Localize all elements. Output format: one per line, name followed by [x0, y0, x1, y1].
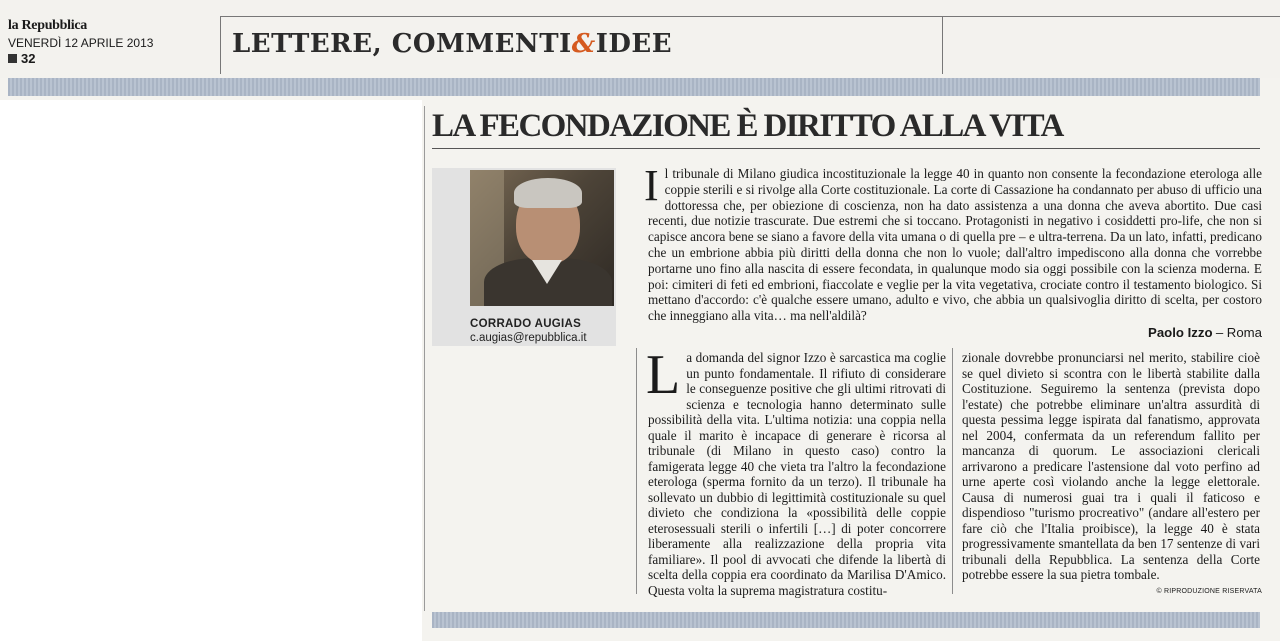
- letter-signature: [1040, 325, 1262, 341]
- header-divider-right: [942, 16, 943, 74]
- header-band: [8, 78, 1260, 96]
- header-rule: [220, 16, 1280, 17]
- author-email[interactable]: c.augias@repubblica.it: [470, 332, 587, 344]
- article-left-rule: [424, 106, 425, 611]
- article-headline: LA FECONDAZIONE È DIRITTO ALLA VITA: [432, 108, 1063, 144]
- reader-letter: [644, 161, 1262, 324]
- column-rule-middle: [952, 348, 953, 594]
- reply-dropcap: L: [646, 344, 681, 406]
- section-title-amp: &: [571, 29, 596, 59]
- masthead: [8, 18, 218, 66]
- signature-city: – Roma: [1215, 325, 1262, 340]
- letter-text: l tribunale di Milano giudica incostituzionale la legge 40 in quanto non consente la fecondazione eterologa alle coppie sterili e si rivolge alla Corte costituzionale. La corte di Cassazione ha condannato per abuso di ufficio una dottoressa che, per obiezione di coscienza, non ha dato assistenza a una donna che aveva abortito. Due casi recenti, due notizie trascurate. Due estremi che si toccano. Protagonisti in negativo i cosiddetti pro-life, che non si capisce ancora bene se siano a favore della vita umana o di quella pre – e ultra-terrena. Da un lato, infatti, predicano che un embrione abbia più diritti della donna che non lo vuole; dall'altro impediscono alla donna che vorrebbe portarne uno fino alla nascita di essere fecondata, in qualunque modo sia oggi possibile con la scienza moderna. E poi: cimiteri di feti ed embrioni, fiaccolate e veglie per la vita vegetativa, crociate contro il testamento biologico. Si mettano d'accordo: c'è qualche essere umano, adulto e vivo, che abbia un qualsivoglia diritto di scelta, per costoro che inneggiano alla vita… ma nell'aldilà?: [648, 166, 1262, 324]
- reply-column-1: [646, 344, 946, 598]
- copyright-notice: © RIPRODUZIONE RISERVATA: [1156, 588, 1262, 595]
- reply-col1-text: a domanda del signor Izzo è sarcastica ma coglie un punto fondamentale. Il rifiuto di considerare le conseguenze positive che gli ultimi ritrovati di scienza e tecnologia hanno determinato sulle possibilità della vita. L'ultima notizia: una coppia nella quale il marito è incapace di generare è ricorsa al tribunale (di Milano in questo caso) contro la famigerata legge 40 che vieta tra l'altro la fecondazione eterologa (sperma fornito da un terzo). Il tribunale ha sollevato un dubbio di legittimità costituzionale su quel divieto che condiziona la «possibilità delle coppie eterosessuali sterili o infertili […] di poter concorrere liberamente alla realizzazione della propria vita familiare». Il pool di avvocati che difende la libertà di scelta della coppia era coordinato da Marilisa D'Amico. Questa volta la suprema magistratura costitu-: [648, 350, 946, 598]
- column-rule-left: [636, 348, 637, 594]
- page-header: [0, 0, 1280, 78]
- bleed-through-text: [958, 18, 1280, 74]
- blank-area: [0, 100, 422, 641]
- newspaper-logo: la Repubblica: [8, 18, 87, 33]
- footer-band: [432, 612, 1260, 628]
- section-title-part2: IDEE: [595, 29, 673, 59]
- square-icon: [8, 54, 17, 63]
- signature-name: Paolo Izzo: [1148, 325, 1213, 340]
- headline-rule: [432, 148, 1260, 149]
- issue-date: VENERDÌ 12 APRILE 2013: [8, 36, 154, 50]
- section-title-part1: LETTERE, COMMENTI: [232, 29, 572, 59]
- header-divider-left: [220, 16, 221, 74]
- author-box: [432, 168, 616, 346]
- page-number-value: 32: [21, 51, 36, 66]
- reply-column-2: [962, 350, 1260, 583]
- author-name: CORRADO AUGIAS: [470, 318, 582, 330]
- section-title: [232, 29, 672, 59]
- letter-dropcap: I: [644, 161, 659, 210]
- page-number: [8, 51, 218, 66]
- reply-col2-text: zionale dovrebbe pronunciarsi nel merito, stabilire cioè se quel divieto si scontra con le libertà stabilite dalla Costituzione. Seguiremo la sentenza (prevista dopo l'estate) che potrebbe eliminare un'altra assurdità di questa pessima legge ispirata dal fanatismo, approvata nel 2004, confermata da un referendum fallito per mancanza di quorum. Le associazioni clericali arrivarono a predicare l'astensione dal voto perfino ad urne aperte così violando anche la legge elettorale. Causa di numerosi guai tra i quali il faticoso e dispendioso "turismo procreativo" (andare all'estero per fare ciò che l'Italia proibisce), la legge 40 è stata progressivamente smantellata da ben 17 sentenze di vari tribunali della Repubblica. La sentenza della Corte potrebbe essere la sua pietra tombale.: [962, 350, 1260, 582]
- author-photo: [470, 170, 614, 306]
